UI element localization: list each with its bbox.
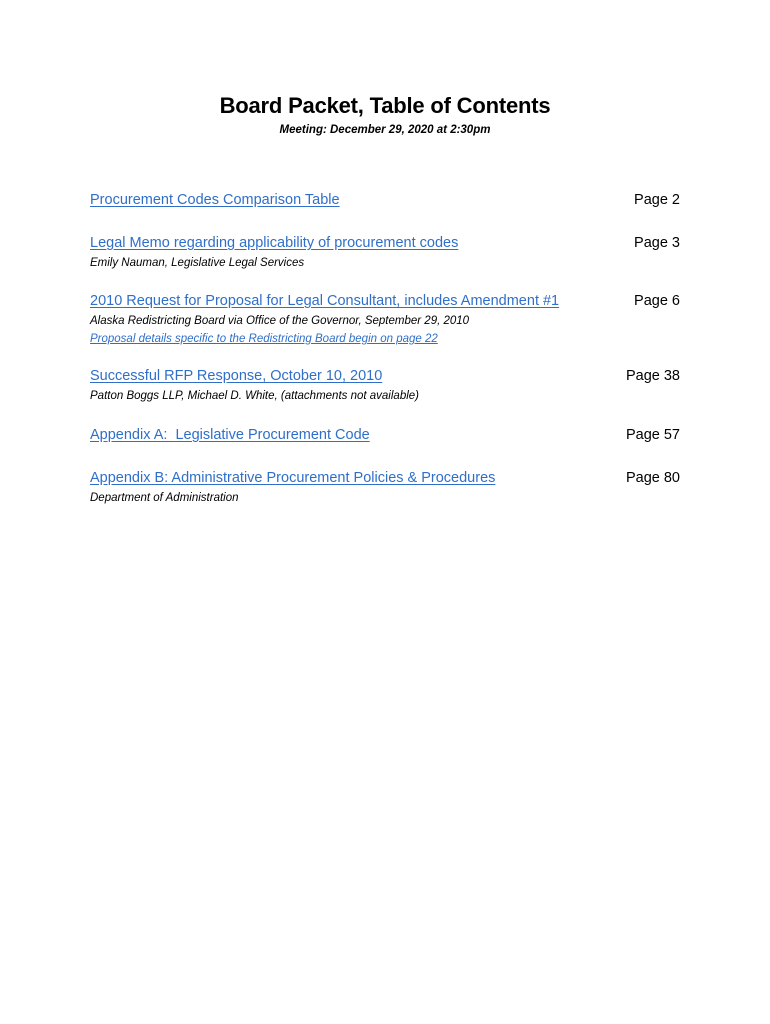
toc-page-number: Page 3 — [634, 235, 680, 251]
toc-entry-author: Patton Boggs LLP, Michael D. White, (attachments not available) — [90, 390, 419, 402]
toc-entry-author: Alaska Redistricting Board via Office of the Governor, September 29, 2010 — [90, 315, 470, 327]
toc-sublink-proposal-details[interactable]: Proposal details specific to the Redistricting Board begin on page 22 — [90, 333, 438, 345]
toc-page-number: Page 38 — [625, 368, 680, 384]
toc-page-number: Page 80 — [625, 470, 680, 486]
toc-link-appendix-a[interactable]: Appendix A: Legislative Procurement Code — [90, 427, 370, 443]
toc-link-procurement-codes[interactable]: Procurement Codes Comparison Table — [90, 192, 340, 208]
page-title: Board Packet, Table of Contents — [219, 93, 551, 118]
toc-page-number: Page 6 — [634, 293, 680, 309]
toc-entry-rfp-response — [90, 368, 680, 404]
toc-link-appendix-b[interactable]: Appendix B: Administrative Procurement Policies & Procedures — [90, 470, 496, 486]
toc-entry-author: Department of Administration — [90, 492, 239, 504]
toc-entry-appendix-a — [90, 427, 680, 447]
toc-link-rfp-response[interactable]: Successful RFP Response, October 10, 2010 — [90, 368, 383, 384]
meeting-subtitle: Meeting: December 29, 2020 at 2:30pm — [279, 124, 491, 136]
toc-entry-procurement-codes — [90, 192, 680, 212]
toc-link-rfp-2010[interactable]: 2010 Request for Proposal for Legal Consultant, includes Amendment #1 — [90, 293, 560, 309]
toc-entry-rfp-2010 — [90, 293, 680, 347]
toc-link-legal-memo[interactable]: Legal Memo regarding applicability of procurement codes — [90, 235, 459, 251]
toc-entry-author: Emily Nauman, Legislative Legal Services — [90, 257, 305, 269]
toc-page-number: Page 57 — [625, 427, 680, 443]
toc-entry-appendix-b — [90, 470, 680, 506]
toc-entry-legal-memo — [90, 235, 680, 271]
toc-page-number: Page 2 — [634, 192, 680, 208]
